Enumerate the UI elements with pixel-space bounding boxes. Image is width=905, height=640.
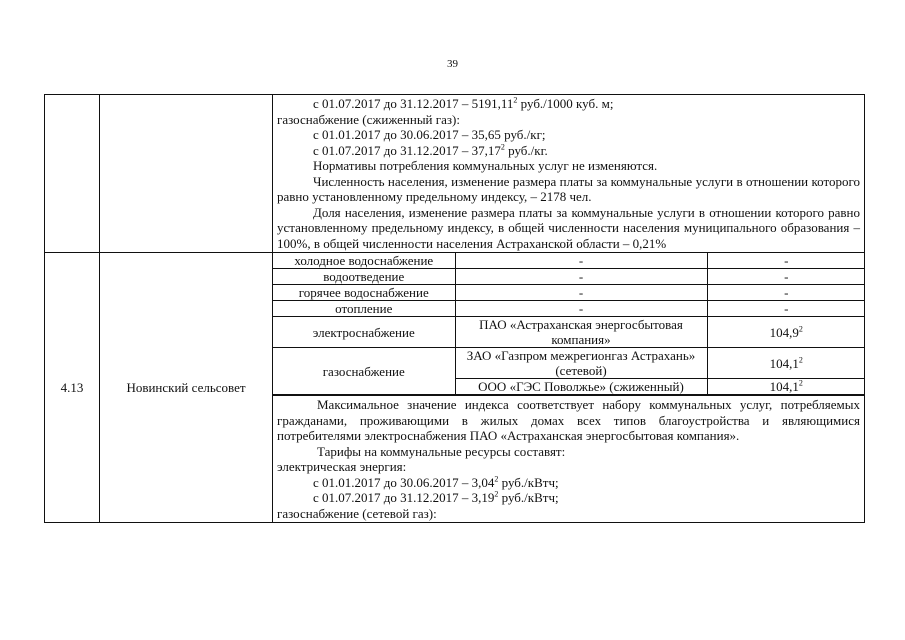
service-provider: ЗАО «Газпром межрегионгаз Астрахань» (сетевой): [455, 348, 707, 379]
service-name: электроснабжение: [273, 317, 455, 348]
tariff-text: [273, 395, 864, 522]
tariff-line: с 01.07.2017 до 31.12.2017 – 3,19$^2$ руб./кВтч;: [313, 489, 559, 505]
service-index: -: [707, 301, 865, 317]
service-row: [273, 285, 865, 301]
service-index: -: [707, 269, 865, 285]
tariff-line: с 01.07.2017 до 31.12.2017 – 5191,11$^2$ руб./1000 куб. м;: [313, 95, 614, 111]
utilities-table: [44, 94, 865, 523]
service-name: отопление: [273, 301, 455, 317]
service-provider: -: [455, 269, 707, 285]
service-index: -: [707, 253, 865, 269]
row-number: 4.13: [45, 253, 100, 523]
tariff-line: с 01.01.2017 до 30.06.2017 – 3,04$^2$ руб./кВтч;: [313, 474, 559, 490]
service-name: горячее водоснабжение: [273, 285, 455, 301]
tariff-text-cell: [273, 95, 865, 253]
service-provider: ООО «ГЭС Поволжье» (сжиженный): [455, 379, 707, 395]
tariff-text: [273, 95, 864, 252]
service-name: газоснабжение: [273, 348, 455, 395]
service-provider: -: [455, 253, 707, 269]
service-name: холодное водоснабжение: [273, 253, 455, 269]
service-row: [273, 269, 865, 285]
tariff-line: с 01.01.2017 до 30.06.2017 – 35,65 руб./кг;: [313, 127, 546, 142]
tariffs-heading: Тарифы на коммунальные ресурсы составят:: [317, 443, 566, 459]
population-paragraph: Численность населения, изменение размера платы за коммунальные услуги в отношении которого равно установленному предельному индексу, – 2178 чел.: [277, 173, 860, 204]
service-provider: -: [455, 301, 707, 317]
service-name: водоотведение: [273, 269, 455, 285]
service-row: [273, 301, 865, 317]
table-row: [45, 95, 865, 253]
service-row: [273, 317, 865, 348]
municipality-name: Новинский сельсовет: [100, 253, 273, 523]
page-number: 39: [447, 58, 458, 70]
service-provider: ПАО «Астраханская энергосбытовая компания»: [455, 317, 707, 348]
gas-network-label: газоснабжение (сетевой газ):: [277, 505, 437, 521]
tariff-line: с 01.07.2017 до 31.12.2017 – 37,17$^2$ руб./кг.: [313, 142, 548, 158]
services-table: [273, 253, 865, 395]
electricity-label: электрическая энергия:: [277, 459, 407, 474]
name-cell-empty: [100, 95, 273, 253]
service-index: -: [707, 285, 865, 301]
max-index-paragraph: Максимальное значение индекса соответствует набору коммунальных услуг, потребляемых гражданами, проживающими в жилых домах всех типов благоустройства и являющимися потребителями электроснабжения ПАО «Астраханская энергосбытовая компания».: [277, 397, 860, 443]
service-row: [273, 348, 865, 379]
tariff-line: газоснабжение (сжиженный газ):: [277, 111, 460, 127]
service-index: 104,1$^2$: [707, 379, 865, 395]
details-cell: [273, 253, 865, 523]
number-cell-empty: [45, 95, 100, 253]
service-index: 104,1$^2$: [707, 348, 865, 379]
table-row: [45, 253, 865, 523]
population-share-paragraph: Доля населения, изменение размера платы за коммунальные услуги в отношении которого равно установленному предельному индексу, в общей численности населения муниципального образования – 100%, в общей численности населения Астраханской области – 0,21%: [277, 204, 860, 251]
service-row: [273, 253, 865, 269]
service-index: 104,9$^2$: [707, 317, 865, 348]
norms-line: Нормативы потребления коммунальных услуг не изменяются.: [313, 158, 658, 173]
service-provider: -: [455, 285, 707, 301]
